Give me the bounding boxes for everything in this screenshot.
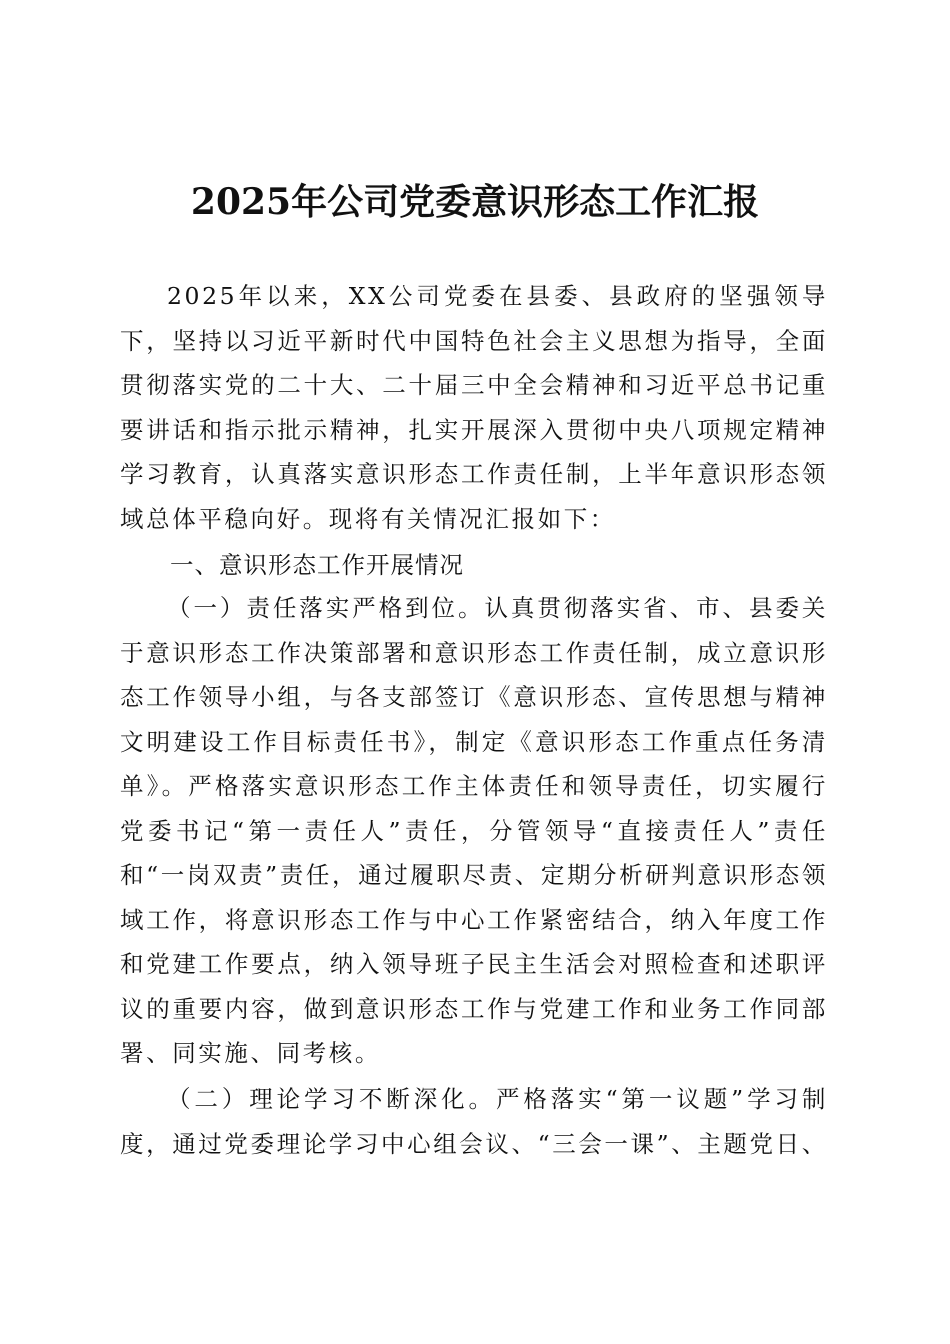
paragraph-theory-study [120, 1077, 828, 1166]
intro-paragraph: 2025年以来，XX公司党委在县委、县政府的坚强领导下，坚持以习近平新时代中国特色社会主义思想为指导，全面贯彻落实党的二十大、二十届三中全会精神和习近平总书记重要讲话和指示批示精神，扎实开展深入贯彻中央八项规定精神学习教育，认真落实意识形态工作责任制，上半年意识形态领域总体平稳向好。现将有关情况汇报如下： [120, 282, 828, 533]
section-heading: 一、意识形态工作开展情况 [170, 551, 464, 579]
paragraph-lead: （一）责任落实严格到位。 [167, 594, 485, 622]
paragraph-body: 认真贯彻落实省、市、县委关于意识形态工作决策部署和意识形态工作责任制，成立意识形态工作领导小组，与各支部签订《意识形态、宣传思想与精神文明建设工作目标责任书》，制定《意识形态工作重点任务清单》。严格落实意识形态工作主体责任和领导责任，切实履行党委书记“第一责任人”责任，分管领导“直接责任人”责任和“一岗双责”责任，通过履职尽责、定期分析研判意识形态领域工作，将意识形态工作与中心工作紧密结合，纳入年度工作和党建工作要点，纳入领导班子民主生活会对照检查和述职评议的重要内容，做到意识形态工作与党建工作和业务工作同部署、同实施、同考核。 [120, 594, 828, 1067]
document-title: 2025年公司党委意识形态工作汇报 [190, 181, 760, 223]
paragraph-responsibility [120, 586, 828, 1076]
paragraph-lead: （二）理论学习不断深化。 [167, 1085, 496, 1113]
paragraph-body: 严格落实“第一议题”学习制度，通过党委理论学习中心组会议、“三会一课”、主题党日、 [120, 1085, 828, 1158]
